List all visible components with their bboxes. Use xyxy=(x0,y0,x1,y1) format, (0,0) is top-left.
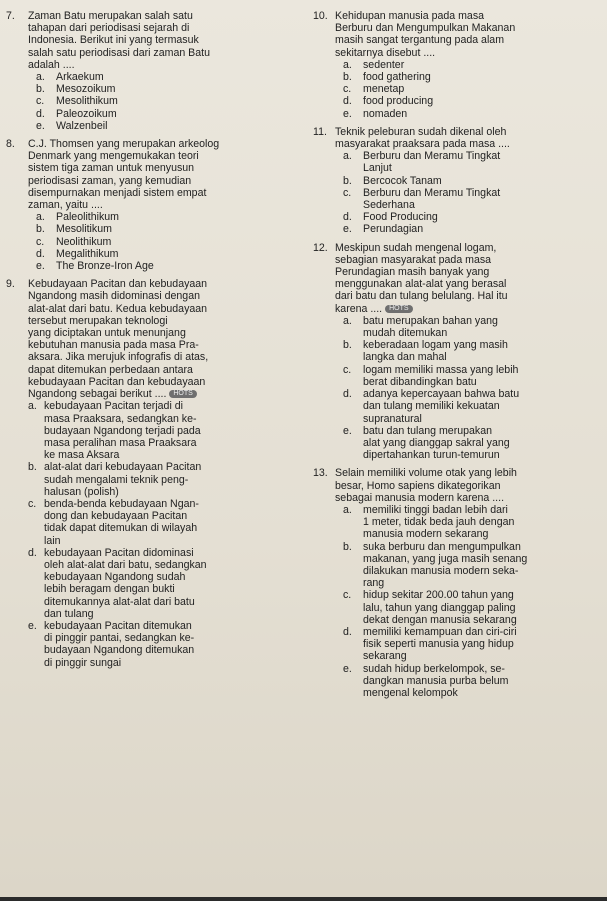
answer-option xyxy=(335,71,603,83)
question-7 xyxy=(6,10,298,132)
answer-option xyxy=(28,498,298,547)
option-letter: a. xyxy=(28,400,37,413)
answer-option xyxy=(335,59,603,71)
option-text: adanya kepercayaan bahwa batu dan tulang memiliki kekuatan supranatural xyxy=(363,388,520,425)
answer-option xyxy=(335,626,603,663)
option-letter: c. xyxy=(343,363,352,376)
question-stem xyxy=(28,10,298,71)
answer-option xyxy=(28,248,298,260)
option-text: Bercocok Tanam xyxy=(363,174,442,187)
option-text: The Bronze-Iron Age xyxy=(56,260,154,273)
option-letter: b. xyxy=(343,174,352,187)
question-text: Kebudayaan Pacitan dan kebudayaan Ngandong masih didominasi dengan alat-alat dari batu. Kedua kebudayaan tersebut merupakan teknologi yang diciptakan untuk menunjang kebutuhan manusia pada masa Pra- aksara. Jika merujuk infografis di atas, dapat ditemukan perbedaan antara kebudayaan Pacitan dan kebudayaan Ngandong sebagai berikut .... xyxy=(28,278,209,401)
option-letter: d. xyxy=(343,95,352,108)
option-letter: e. xyxy=(36,119,45,132)
option-letter: c. xyxy=(28,497,37,510)
answer-option xyxy=(335,425,603,462)
option-text: sedenter xyxy=(363,58,405,71)
option-letter: a. xyxy=(343,58,352,71)
right-column xyxy=(313,10,603,705)
answer-option xyxy=(335,223,603,235)
option-letter: c. xyxy=(343,186,352,199)
question-text: Kehidupan manusia pada masa Berburu dan Mengumpulkan Makanan masih sangat tergantung pada alam sekitarnya disebut .... xyxy=(335,10,516,59)
option-text: Megalithikum xyxy=(56,247,119,260)
answer-option xyxy=(335,589,603,626)
question-stem xyxy=(335,467,603,504)
option-text: Berburu dan Meramu Tingkat Sederhana xyxy=(363,186,501,212)
question-stem xyxy=(335,126,603,150)
option-text: Neolithikum xyxy=(56,235,112,248)
question-number: 11. xyxy=(313,125,327,138)
question-text: Teknik peleburan sudah dikenal oleh masyarakat praaksara pada masa .... xyxy=(335,125,510,151)
option-letter: e. xyxy=(343,424,352,437)
option-text: memiliki kemampuan dan ciri-ciri fisik seperti manusia yang hidup sekarang xyxy=(363,625,517,663)
option-letter: c. xyxy=(36,235,45,248)
answer-option xyxy=(335,504,603,541)
option-text: food gathering xyxy=(363,71,431,84)
question-text: Zaman Batu merupakan salah satu tahapan dari periodisasi sejarah di Indonesia. Berikut ini yang termasuk salah satu periodisasi dari zaman Batu adalah .... xyxy=(28,10,210,71)
option-letter: e. xyxy=(28,619,37,632)
question-text: Meskipun sudah mengenal logam, sebagian masyarakat pada masa Perundagian masih banyak yang menggunakan alat-alat yang berasal dari batu dan tulang belulang. Hal itu karena .... xyxy=(335,241,508,315)
hots-badge: HOTS xyxy=(385,305,412,313)
option-text: Walzenbeil xyxy=(56,119,108,132)
question-number: 13. xyxy=(313,467,328,480)
answer-option xyxy=(28,620,298,669)
answer-option xyxy=(335,339,603,363)
question-12 xyxy=(313,242,603,462)
option-text: keberadaan logam yang masih langka dan mahal xyxy=(363,339,508,364)
option-letter: c. xyxy=(343,83,352,96)
answer-option xyxy=(335,388,603,425)
option-letter: b. xyxy=(343,71,352,84)
option-text: Mesolithikum xyxy=(56,95,118,108)
option-text: Arkaekum xyxy=(56,71,104,84)
answer-option xyxy=(28,260,298,272)
option-letter: d. xyxy=(28,546,37,559)
question-stem xyxy=(28,278,298,400)
option-letter: a. xyxy=(343,314,352,327)
option-letter: b. xyxy=(36,223,45,236)
bottom-edge xyxy=(0,897,607,901)
option-text: batu merupakan bahan yang mudah ditemukan xyxy=(363,314,498,340)
question-number: 8. xyxy=(6,138,15,151)
option-text: hidup sekitar 200.00 tahun yang lalu, tahun yang dianggap paling dekat dengan manusia sekarang xyxy=(363,589,517,626)
option-letter: a. xyxy=(343,150,352,163)
option-letter: e. xyxy=(36,260,45,273)
answer-option xyxy=(335,315,603,339)
answer-option xyxy=(335,364,603,388)
option-letter: a. xyxy=(343,503,352,516)
option-letter: b. xyxy=(343,339,352,352)
option-text: kebudayaan Pacitan didominasi oleh alat-alat dari batu, sedangkan kebudayaan Ngandong sudah lebih beragam dengan bukti ditemukannya alat-alat dari batu dan tulang xyxy=(44,546,207,620)
question-text: Selain memiliki volume otak yang lebih besar, Homo sapiens dikategorikan sebagai manusia modern karena .... xyxy=(335,467,517,504)
option-letter: e. xyxy=(343,223,352,236)
option-letter: c. xyxy=(343,589,352,602)
option-text: menetap xyxy=(363,83,405,96)
question-stem xyxy=(335,242,603,315)
answer-option xyxy=(28,211,298,223)
question-number: 7. xyxy=(6,10,15,22)
option-text: Paleolithikum xyxy=(56,211,120,224)
option-letter: d. xyxy=(343,211,352,224)
option-letter: a. xyxy=(36,211,45,224)
option-text: nomaden xyxy=(363,107,408,120)
answer-option xyxy=(28,461,298,498)
left-column xyxy=(6,10,298,675)
option-letter: e. xyxy=(343,107,352,120)
option-text: Mesozoikum xyxy=(56,83,116,96)
question-9 xyxy=(6,278,298,669)
option-text: memiliki tinggi badan lebih dari 1 meter, tidak beda jauh dengan manusia modern sekarang xyxy=(363,503,515,541)
option-letter: b. xyxy=(36,83,45,96)
option-letter: c. xyxy=(36,95,45,108)
question-number: 9. xyxy=(6,278,15,291)
option-letter: a. xyxy=(36,71,45,84)
question-stem xyxy=(335,10,603,59)
answer-option xyxy=(335,175,603,187)
answer-option xyxy=(335,187,603,211)
answer-option xyxy=(28,547,298,620)
option-letter: d. xyxy=(343,388,352,401)
option-text: food producing xyxy=(363,95,434,108)
option-text: kebudayaan Pacitan ditemukan di pinggir pantai, sedangkan ke- budayaan Ngandong ditemukan di pinggir sungai xyxy=(44,619,195,669)
answer-option xyxy=(28,83,298,95)
option-text: Food Producing xyxy=(363,211,438,224)
option-letter: b. xyxy=(343,540,352,553)
option-text: Perundagian xyxy=(363,223,424,236)
option-text: alat-alat dari kebudayaan Pacitan sudah mengalami teknik peng- halusan (polish) xyxy=(44,461,202,498)
answer-option xyxy=(28,108,298,120)
option-text: sudah hidup berkelompok, se- dangkan manusia purba belum mengenal kelompok xyxy=(363,662,509,699)
option-letter: e. xyxy=(343,662,352,675)
question-stem xyxy=(28,138,298,211)
option-text: kebudayaan Pacitan terjadi di masa Praaksara, sedangkan ke- budayaan Ngandong terjadi pada masa peralihan masa Praaksara ke masa Aksara xyxy=(44,400,201,462)
answer-option xyxy=(335,211,603,223)
answer-option xyxy=(28,95,298,107)
answer-option xyxy=(28,236,298,248)
option-text: batu dan tulang merupakan alat yang dianggap sakral yang dipertahankan turun-temurun xyxy=(363,424,510,462)
answer-option xyxy=(28,400,298,461)
answer-option xyxy=(28,223,298,235)
question-number: 10. xyxy=(313,10,328,22)
hots-badge: HOTS xyxy=(169,390,196,398)
option-letter: d. xyxy=(36,247,45,260)
answer-option xyxy=(28,120,298,132)
answer-option xyxy=(335,150,603,174)
option-letter: d. xyxy=(36,107,45,120)
question-number: 12. xyxy=(313,241,328,254)
question-13 xyxy=(313,467,603,699)
option-letter: b. xyxy=(28,461,37,474)
answer-option xyxy=(28,71,298,83)
option-letter: d. xyxy=(343,625,352,638)
option-text: benda-benda kebudayaan Ngan- dong dan kebudayaan Pacitan tidak dapat ditemukan di wilayah lain xyxy=(44,497,199,547)
answer-option xyxy=(335,541,603,590)
answer-option xyxy=(335,95,603,107)
option-text: Paleozoikum xyxy=(56,107,117,120)
question-8 xyxy=(6,138,298,272)
option-text: suka berburu dan mengumpulkan makanan, yang juga masih senang dilakukan manusia modern seka- rang xyxy=(363,540,528,590)
question-11 xyxy=(313,126,603,236)
option-text: Mesolitikum xyxy=(56,223,112,236)
option-text: Berburu dan Meramu Tingkat Lanjut xyxy=(363,150,501,175)
answer-option xyxy=(335,108,603,120)
question-text: C.J. Thomsen yang merupakan arkeolog Denmark yang mengemukakan teori sistem tiga zaman untuk menyusun periodisasi zaman, yang kemudian disempurnakan menjadi sistem empat zaman, yaitu .... xyxy=(28,138,220,212)
question-10 xyxy=(313,10,603,120)
option-text: logam memiliki massa yang lebih berat dibandingkan batu xyxy=(363,363,519,388)
answer-option xyxy=(335,663,603,700)
answer-option xyxy=(335,83,603,95)
